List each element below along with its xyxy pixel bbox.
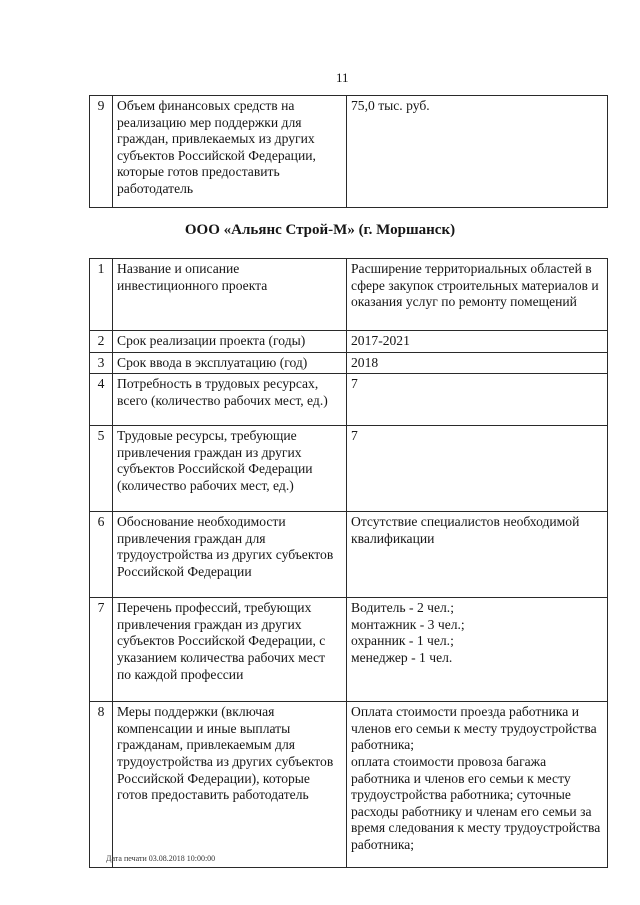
row-value: Водитель - 2 чел.; монтажник - 3 чел.; охранник - 1 чел.; менеджер - 1 чел. (347, 598, 608, 702)
row-value: Отсутствие специалистов необходимой квалификации (347, 512, 608, 598)
table-row (90, 374, 608, 426)
row-label: Меры поддержки (включая компенсации и иные выплаты гражданам, привлекаемым для трудоустройства из других субъектов Российской Федерации), которые готов предоставить работодатель (113, 702, 347, 868)
row-label: Срок ввода в эксплуатацию (год) (113, 352, 347, 374)
project-table (89, 258, 608, 868)
row-label: Перечень профессий, требующих привлечения граждан из других субъектов Российской Федерации, с указанием количества рабочих мест по каждой профессии (113, 598, 347, 702)
row-number: 1 (90, 259, 113, 331)
row-value: 75,0 тыс. руб. (347, 96, 608, 208)
row-label: Обоснование необходимости привлечения граждан для трудоустройства из других субъектов Российской Федерации (113, 512, 347, 598)
table-row (90, 598, 608, 702)
table-row (90, 331, 608, 353)
row-value: 7 (347, 374, 608, 426)
table-row (90, 259, 608, 331)
row-number: 9 (90, 96, 113, 208)
row-label: Потребность в трудовых ресурсах, всего (количество рабочих мест, ед.) (113, 374, 347, 426)
table-row (90, 352, 608, 374)
row-label: Объем финансовых средств на реализацию мер поддержки для граждан, привлекаемых из других субъектов Российской Федерации, которые готов предоставить работодатель (113, 96, 347, 208)
page-number: 11 (336, 70, 349, 85)
row-number: 8 (90, 702, 113, 868)
row-value: 2017-2021 (347, 331, 608, 353)
table-row (90, 426, 608, 512)
row-value: 2018 (347, 352, 608, 374)
company-heading: ООО «Альянс Строй-М» (г. Моршанск) (184, 222, 456, 238)
row-number: 4 (90, 374, 113, 426)
table-row (90, 512, 608, 598)
row-number: 5 (90, 426, 113, 512)
row-value: Оплата стоимости проезда работника и членов его семьи к месту трудоустройства работника; оплата стоимости провоза багажа работника и членов его семьи к месту трудоустройства работника; суточные расходы работнику и членам его семьи за время следования к месту трудоустройства работника; (347, 702, 608, 868)
row-number: 6 (90, 512, 113, 598)
table-row (90, 96, 608, 208)
row-number: 3 (90, 352, 113, 374)
row-number: 7 (90, 598, 113, 702)
row-label: Название и описание инвестиционного проекта (113, 259, 347, 331)
table-row (90, 702, 608, 868)
row-value: Расширение территориальных областей в сфере закупок строительных материалов и оказания услуг по ремонту помещений (347, 259, 608, 331)
row-label: Трудовые ресурсы, требующие привлечения граждан из других субъектов Российской Федерации (количество рабочих мест, ед.) (113, 426, 347, 512)
row-number: 2 (90, 331, 113, 353)
print-date: Дата печати 03.08.2018 10:00:00 (106, 854, 216, 863)
row-value: 7 (347, 426, 608, 512)
row-label: Срок реализации проекта (годы) (113, 331, 347, 353)
top-table (89, 95, 608, 208)
